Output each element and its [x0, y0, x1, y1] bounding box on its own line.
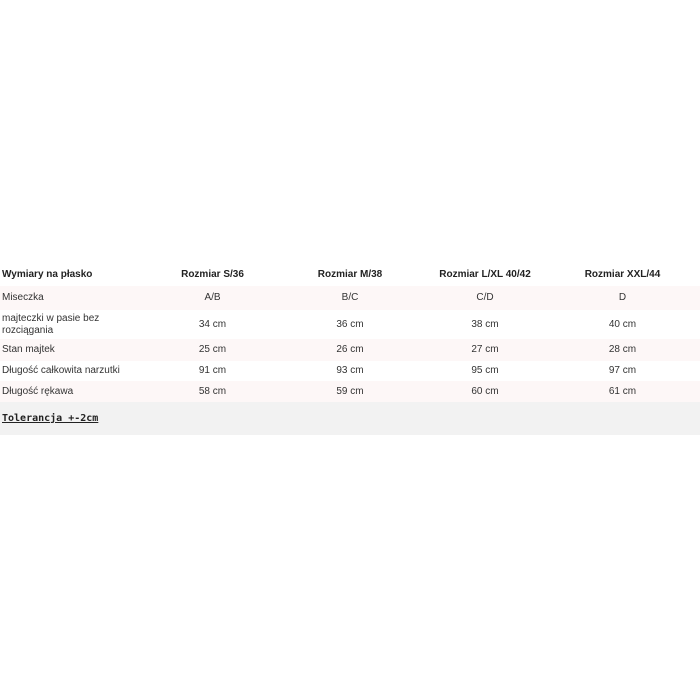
tolerance-bar: [0, 402, 700, 435]
column-header-size-m: Rozmiar M/38: [317, 268, 383, 280]
table-cell: 95 cm: [471, 365, 499, 376]
table-cell: D: [618, 292, 627, 303]
table-row: [0, 339, 700, 361]
table-row: [0, 361, 700, 381]
column-header-size-xxl: Rozmiar XXL/44: [584, 268, 661, 280]
table-cell: 93 cm: [336, 365, 364, 376]
table-cell: C/D: [476, 292, 494, 303]
row-label: Stan majtek: [2, 344, 55, 355]
table-row: [0, 286, 700, 310]
row-label: Długość rękawa: [2, 386, 74, 397]
table-row: [0, 310, 700, 339]
column-header-size-s: Rozmiar S/36: [181, 268, 244, 280]
row-label: majteczki w pasie bez rozciągania: [2, 312, 100, 336]
table-cell: A/B: [204, 292, 221, 303]
table-cell: 25 cm: [198, 344, 227, 355]
table-cell: 91 cm: [198, 365, 227, 376]
table-cell: 97 cm: [608, 365, 637, 376]
table-cell: 60 cm: [471, 386, 499, 397]
row-label: Długość całkowita narzutki: [2, 365, 120, 376]
table-cell: 28 cm: [608, 344, 637, 355]
table-cell: B/C: [341, 292, 359, 303]
table-cell: 58 cm: [198, 386, 227, 397]
table-cell: 26 cm: [336, 344, 364, 355]
column-header-measurement: Wymiary na płasko: [2, 268, 93, 280]
size-table: [0, 262, 700, 403]
tolerance-note: Tolerancja +-2cm: [2, 413, 99, 424]
table-cell: 61 cm: [608, 386, 637, 397]
table-cell: 27 cm: [471, 344, 499, 355]
table-row: [0, 381, 700, 403]
table-cell: 34 cm: [198, 318, 227, 330]
table-cell: 38 cm: [471, 318, 499, 330]
row-label: Miseczka: [2, 292, 44, 303]
table-header-row: [0, 262, 700, 286]
table-cell: 36 cm: [336, 318, 364, 330]
column-header-size-l-xl: Rozmiar L/XL 40/42: [439, 268, 531, 280]
table-cell: 40 cm: [608, 318, 637, 330]
table-cell: 59 cm: [336, 386, 364, 397]
